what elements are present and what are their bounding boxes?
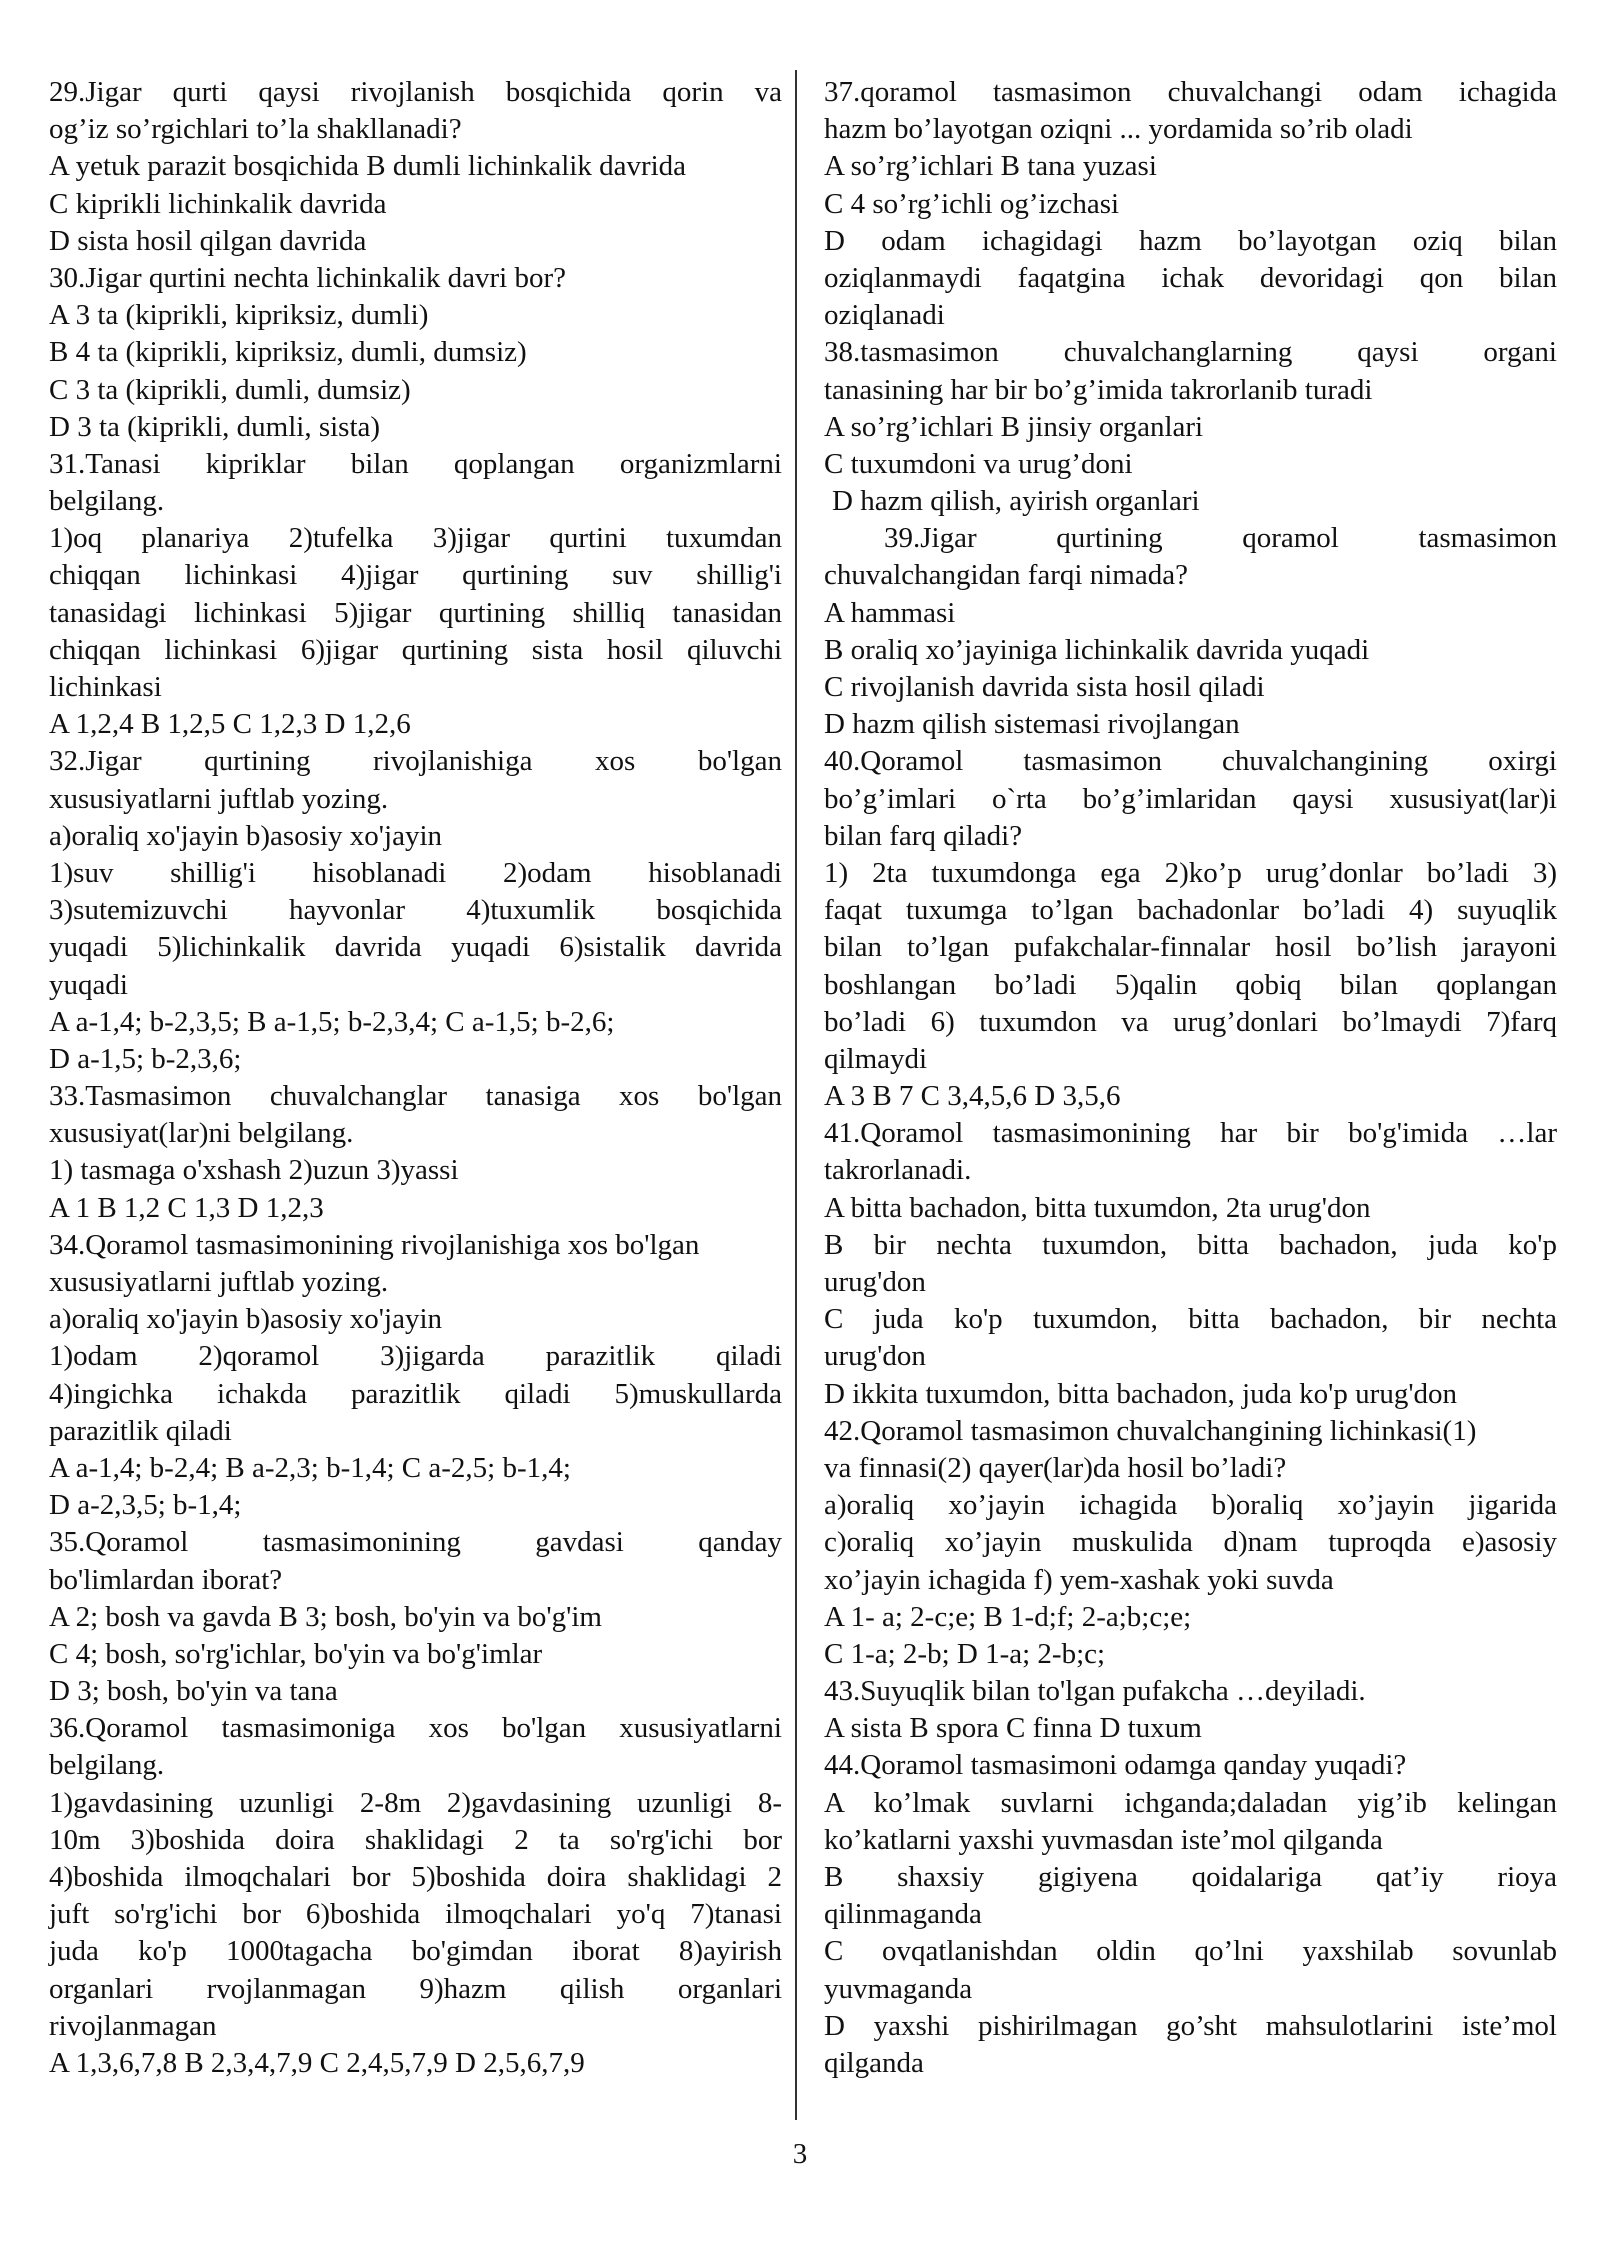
left-text-line: D sista hosil qilgan davrida <box>49 224 367 257</box>
left-text-line: A 1,2,4 B 1,2,5 C 1,2,3 D 1,2,6 <box>49 708 411 741</box>
left-text-line: D 3; bosh, bo'yin va tana <box>49 1675 338 1708</box>
right-text-line: 41.Qoramol tasmasimonining har bir bo'g'imida …lar <box>824 1117 1557 1150</box>
left-text-line: B 4 ta (kiprikli, kipriksiz, dumli, dumsiz) <box>49 336 527 369</box>
left-text-line: yuqadi <box>49 968 128 1001</box>
right-text-line: bilan to’lgan pufakchalar-finnalar hosil bo’lish jarayoni <box>824 931 1557 964</box>
right-text-line: 43.Suyuqlik bilan to'lgan pufakcha …deyiladi. <box>824 1675 1366 1708</box>
left-text-line: organlari rvojlanmagan 9)hazm qilish organlari <box>49 1972 782 2005</box>
right-text-line: D hazm qilish sistemasi rivojlangan <box>824 708 1240 741</box>
left-text-line: 34.Qoramol tasmasimonining rivojlanishiga xos bo'lgan <box>49 1228 700 1261</box>
right-text-line: 38.tasmasimon chuvalchanglarning qaysi organi <box>824 336 1557 369</box>
right-text-line: A so’rg’ichlari B jinsiy organlari <box>824 410 1204 443</box>
left-text-line: lichinkasi <box>49 671 162 703</box>
left-text-line: C kiprikli lichinkalik davrida <box>49 187 387 220</box>
right-text-line: 40.Qoramol tasmasimon chuvalchangining oxirgi <box>824 745 1557 778</box>
left-text-line: A 1 B 1,2 C 1,3 D 1,2,3 <box>49 1191 324 1224</box>
right-text-line: hazm bo’layotgan oziqni ... yordamida so’rib oladi <box>824 113 1413 146</box>
left-text-line: D 3 ta (kiprikli, dumli, sista) <box>49 410 381 443</box>
left-text-line: 4)ingichka ichakda parazitlik qiladi 5)muskullarda <box>49 1377 782 1410</box>
left-text-line: 10m 3)boshida doira shaklidagi 2 ta so'rg'ichi bor <box>49 1823 782 1856</box>
left-text-line: chiqqan lichinkasi 4)jigar qurtining suv shillig'i <box>49 559 782 592</box>
right-text-line: A sista B spora C finna D tuxum <box>824 1712 1202 1745</box>
right-text-line: boshlangan bo’ladi 5)qalin qobiq bilan qoplangan <box>824 968 1557 1001</box>
left-text-line: juft so'rg'ichi bor 6)boshida ilmoqchalari yo'q 7)tanasi <box>49 1898 782 1931</box>
right-text-line: B shaxsiy gigiyena qoidalariga qat’iy rioya <box>824 1861 1557 1893</box>
left-text-line: xususiyatlarni juftlab yozing. <box>49 782 389 815</box>
left-text-line: xususiyat(lar)ni belgilang. <box>49 1117 354 1150</box>
right-text-line: C 4 so’rg’ichli og’izchasi <box>824 187 1120 220</box>
right-text-line: c)oraliq xo’jayin muskulida d)nam tuproqda e)asosiy <box>824 1526 1557 1559</box>
left-text-line: a)oraliq xo'jayin b)asosiy xo'jayin <box>49 819 443 852</box>
left-text-line: 29.Jigar qurti qaysi rivojlanish bosqichida qorin va <box>49 76 782 108</box>
right-text-line: bo’g’imlari o`rta bo’g’imlaridan qaysi xususiyat(lar)i <box>824 782 1557 815</box>
left-text-line: 31.Tanasi kipriklar bilan qoplangan organizmlarni <box>49 447 782 480</box>
right-text-line: qilganda <box>824 2046 924 2079</box>
left-text-line: bo'limlardan iborat? <box>49 1563 283 1596</box>
right-text-line: tanasining har bir bo’g’imida takrorlanib turadi <box>824 373 1373 406</box>
right-text-line: a)oraliq xo’jayin ichagida b)oraliq xo’jayin jigarida <box>824 1489 1557 1522</box>
right-text-line: D ikkita tuxumdon, bitta bachadon, juda ko'p urug'don <box>824 1377 1458 1410</box>
right-text-line: A hammasi <box>824 596 956 629</box>
right-text-line: C ovqatlanishdan oldin qo’lni yaxshilab sovunlab <box>824 1935 1557 1968</box>
right-text-line: D hazm qilish, ayirish organlari <box>832 485 1200 518</box>
right-text-line: qilinmaganda <box>824 1898 982 1931</box>
right-text-line: 44.Qoramol tasmasimoni odamga qanday yuqadi? <box>824 1749 1407 1782</box>
right-text-line: D yaxshi pishirilmagan go’sht mahsulotlarini iste’mol <box>824 2009 1557 2042</box>
right-text-line: urug'don <box>824 1340 926 1373</box>
right-text-line: 1) 2ta tuxumdonga ega 2)ko’p urug’donlar bo’ladi 3) <box>824 856 1557 889</box>
right-text-line: D odam ichagidagi hazm bo’layotgan oziq bilan <box>824 224 1557 257</box>
right-text-line: urug'don <box>824 1266 926 1298</box>
left-text-line: tanasidagi lichinkasi 5)jigar qurtining shilliq tanasidan <box>49 596 782 629</box>
right-text-line: 39.Jigar qurtining qoramol tasmasimon <box>884 522 1557 555</box>
left-text-line: 33.Tasmasimon chuvalchanglar tanasiga xos bo'lgan <box>49 1080 782 1113</box>
right-text-line: faqat tuxumga to’lgan bachadonlar bo’ladi 4) suyuqlik <box>824 894 1557 927</box>
column-divider <box>795 70 797 2120</box>
right-text-line: va finnasi(2) qayer(lar)da hosil bo’ladi? <box>824 1451 1287 1484</box>
left-text-line: 3)sutemizuvchi hayvonlar 4)tuxumlik bosqichida <box>49 894 782 927</box>
right-text-line: ko’katlarni yaxshi yuvmasdan iste’mol qilganda <box>824 1823 1383 1856</box>
left-text-line: 1)odam 2)qoramol 3)jigarda parazitlik qiladi <box>49 1340 782 1373</box>
left-column <box>49 74 782 2082</box>
left-text-line: 32.Jigar qurtining rivojlanishiga xos bo'lgan <box>49 745 782 778</box>
right-text-line: B bir nechta tuxumdon, bitta bachadon, juda ko'p <box>824 1228 1557 1261</box>
right-text-line: A 1- a; 2-c;e; B 1-d;f; 2-a;b;c;e; <box>824 1600 1192 1633</box>
right-text-line: C 1-a; 2-b; D 1-a; 2-b;c; <box>824 1637 1106 1670</box>
right-text-line: 42.Qoramol tasmasimon chuvalchangining lichinkasi(1) <box>824 1414 1477 1447</box>
right-text-line: oziqlanmaydi faqatgina ichak devoridagi qon bilan <box>824 261 1557 294</box>
right-text-line: xo’jayin ichagida f) yem-xashak yoki suvda <box>824 1563 1334 1596</box>
left-text-line: A a-1,4; b-2,3,5; B a-1,5; b-2,3,4; C a-1,5; b-2,6; <box>49 1005 615 1038</box>
right-text-line: C juda ko'p tuxumdon, bitta bachadon, bir nechta <box>824 1303 1557 1336</box>
left-text-line: A 3 ta (kiprikli, kipriksiz, dumli) <box>49 299 429 332</box>
right-text-line: A ko’lmak suvlarni ichganda;daladan yig’ib kelingan <box>824 1786 1557 1819</box>
right-text-line: qilmaydi <box>824 1042 928 1075</box>
left-text-line: A 1,3,6,7,8 B 2,3,4,7,9 C 2,4,5,7,9 D 2,5,6,7,9 <box>49 2046 585 2079</box>
left-text-line: belgilang. <box>49 1749 165 1782</box>
left-text-line: rivojlanmagan <box>49 2009 217 2042</box>
left-text-line: A yetuk parazit bosqichida B dumli lichinkalik davrida <box>49 150 687 183</box>
left-text-line: C 4; bosh, so'rg'ichlar, bo'yin va bo'g'imlar <box>49 1637 543 1670</box>
left-text-line: yuqadi 5)lichinkalik davrida yuqadi 6)sistalik davrida <box>49 931 782 964</box>
left-text-line: 1)suv shillig'i hisoblanadi 2)odam hisoblanadi <box>49 856 782 889</box>
right-text-line: yuvmaganda <box>824 1972 973 2005</box>
left-text-line: 1)gavdasining uzunligi 2-8m 2)gavdasining uzunligi 8- <box>49 1786 782 1819</box>
left-text-line: C 3 ta (kiprikli, dumli, dumsiz) <box>49 373 411 406</box>
left-text-line: 35.Qoramol tasmasimonining gavdasi qanday <box>49 1526 782 1559</box>
left-text-line: D a-2,3,5; b-1,4; <box>49 1489 242 1522</box>
right-text-line: chuvalchangidan farqi nimada? <box>824 559 1188 592</box>
right-text-line: B oraliq xo’jayiniga lichinkalik davrida yuqadi <box>824 633 1370 666</box>
left-text-line: 1) tasmaga o'xshash 2)uzun 3)yassi <box>49 1154 459 1187</box>
right-text-line: C tuxumdoni va urug’doni <box>824 447 1133 480</box>
page-number: 3 <box>792 2138 808 2170</box>
left-text-line: 1)oq planariya 2)tufelka 3)jigar qurtini tuxumdan <box>49 522 782 555</box>
right-text-line: oziqlanadi <box>824 299 945 332</box>
left-text-line: parazitlik qiladi <box>49 1414 232 1447</box>
left-text-line: 4)boshida ilmoqchalari bor 5)boshida doira shaklidagi 2 <box>49 1861 782 1893</box>
left-text-line: 36.Qoramol tasmasimoniga xos bo'lgan xususiyatlarni <box>49 1712 782 1745</box>
right-text-line: A so’rg’ichlari B tana yuzasi <box>824 150 1157 183</box>
left-text-line: A 2; bosh va gavda B 3; bosh, bo'yin va bo'g'im <box>49 1600 602 1633</box>
right-text-line: bilan farq qiladi? <box>824 819 1023 852</box>
right-text-line: C rivojlanish davrida sista hosil qiladi <box>824 671 1265 703</box>
right-column <box>824 74 1557 2082</box>
left-text-line: xususiyatlarni juftlab yozing. <box>49 1266 389 1298</box>
left-text-line: chiqqan lichinkasi 6)jigar qurtining sista hosil qiluvchi <box>49 633 782 666</box>
right-text-line: bo’ladi 6) tuxumdon va urug’donlari bo’lmaydi 7)farq <box>824 1005 1557 1038</box>
left-text-line: 30.Jigar qurtini nechta lichinkalik davri bor? <box>49 261 567 294</box>
right-text-line: A bitta bachadon, bitta tuxumdon, 2ta urug'don <box>824 1191 1371 1224</box>
left-text-line: og’iz so’rgichlari to’la shakllanadi? <box>49 113 462 146</box>
left-text-line: juda ko'p 1000tagacha bo'gimdan iborat 8)ayirish <box>49 1935 782 1968</box>
right-text-line: 37.qoramol tasmasimon chuvalchangi odam ichagida <box>824 76 1557 108</box>
left-text-line: belgilang. <box>49 485 165 518</box>
left-text-line: a)oraliq xo'jayin b)asosiy xo'jayin <box>49 1303 443 1336</box>
left-text-line: D a-1,5; b-2,3,6; <box>49 1042 242 1075</box>
right-text-line: A 3 B 7 C 3,4,5,6 D 3,5,6 <box>824 1080 1121 1113</box>
left-text-line: A a-1,4; b-2,4; B a-2,3; b-1,4; C a-2,5; b-1,4; <box>49 1451 571 1484</box>
right-text-line: takrorlanadi. <box>824 1154 972 1187</box>
